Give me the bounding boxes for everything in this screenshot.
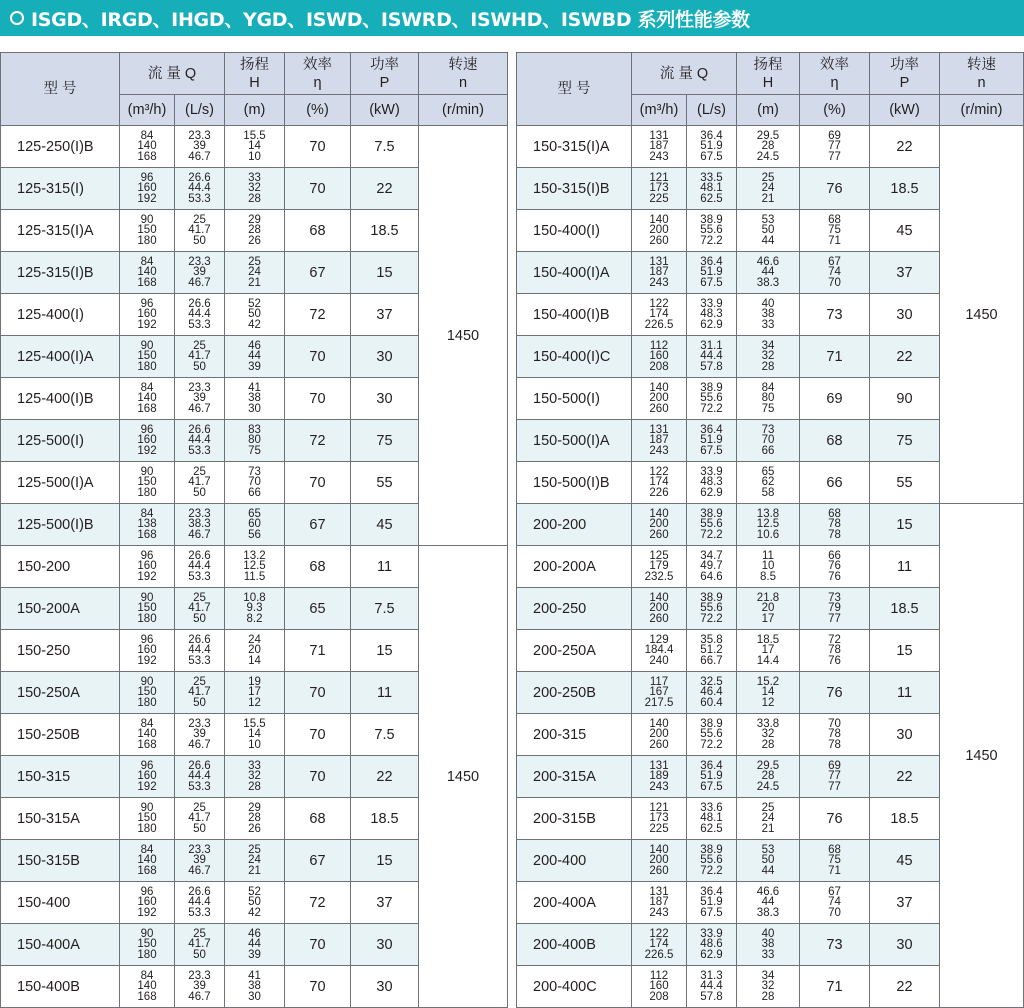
power-cell: 11 <box>351 546 419 588</box>
efficiency-cell: 70 <box>285 924 351 966</box>
efficiency-cell: 68 75 71 <box>800 840 870 882</box>
flow-ls-cell: 25 41.7 50 <box>175 210 225 252</box>
head-cell: 25 24 21 <box>737 168 800 210</box>
efficiency-cell: 72 <box>285 420 351 462</box>
power-cell: 30 <box>870 924 940 966</box>
model-cell: 200-250 <box>517 588 632 630</box>
flow-m3h-cell: 129 184.4 240 <box>632 630 687 672</box>
flow-ls-cell: 26.6 44.4 53.3 <box>175 630 225 672</box>
efficiency-cell: 67 <box>285 840 351 882</box>
model-cell: 150-250A <box>1 672 120 714</box>
header-speed: 转速 n <box>940 53 1024 95</box>
model-cell: 150-400(I)B <box>517 294 632 336</box>
efficiency-cell: 67 74 70 <box>800 882 870 924</box>
model-cell: 200-250B <box>517 672 632 714</box>
efficiency-cell: 70 <box>285 714 351 756</box>
flow-ls-cell: 38.9 55.6 72.2 <box>687 210 737 252</box>
flow-m3h-cell: 84 140 168 <box>120 378 175 420</box>
flow-ls-cell: 36.4 51.9 67.5 <box>687 420 737 462</box>
flow-ls-cell: 33.9 48.6 62.9 <box>687 924 737 966</box>
flow-m3h-cell: 131 187 243 <box>632 420 687 462</box>
efficiency-cell: 70 <box>285 378 351 420</box>
power-cell: 37 <box>351 294 419 336</box>
efficiency-cell: 68 78 78 <box>800 504 870 546</box>
flow-m3h-cell: 96 160 192 <box>120 168 175 210</box>
head-cell: 83 80 75 <box>225 420 285 462</box>
header-power: 功率 P <box>351 53 419 95</box>
model-cell: 150-400(I)C <box>517 336 632 378</box>
model-cell: 125-400(I)A <box>1 336 120 378</box>
flow-m3h-cell: 90 150 180 <box>120 588 175 630</box>
header-head: 扬程 H <box>225 53 285 95</box>
flow-m3h-cell: 90 150 180 <box>120 462 175 504</box>
flow-m3h-cell: 96 160 192 <box>120 420 175 462</box>
model-cell: 125-400(I)B <box>1 378 120 420</box>
flow-ls-cell: 33.9 48.3 62.9 <box>687 462 737 504</box>
flow-ls-cell: 26.6 44.4 53.3 <box>175 420 225 462</box>
flow-ls-cell: 36.4 51.9 67.5 <box>687 756 737 798</box>
power-cell: 45 <box>870 210 940 252</box>
header-power: 功率 P <box>870 53 940 95</box>
head-cell: 15.5 14 10 <box>225 126 285 168</box>
flow-ls-cell: 23.3 38.3 46.7 <box>175 504 225 546</box>
flow-ls-cell: 23.3 39 46.7 <box>175 378 225 420</box>
efficiency-cell: 70 78 78 <box>800 714 870 756</box>
model-cell: 150-315B <box>1 840 120 882</box>
power-cell: 22 <box>870 756 940 798</box>
power-cell: 30 <box>351 336 419 378</box>
model-cell: 150-500(I)A <box>517 420 632 462</box>
efficiency-cell: 71 <box>800 966 870 1008</box>
flow-ls-cell: 25 41.7 50 <box>175 672 225 714</box>
head-cell: 10.8 9.3 8.2 <box>225 588 285 630</box>
model-cell: 150-200A <box>1 588 120 630</box>
model-cell: 200-400B <box>517 924 632 966</box>
table-header <box>517 53 1024 126</box>
flow-ls-cell: 23.3 39 46.7 <box>175 840 225 882</box>
flow-m3h-cell: 96 160 192 <box>120 294 175 336</box>
model-cell: 125-250(I)B <box>1 126 120 168</box>
header-speed: 转速 n <box>419 53 508 95</box>
header-flow-unit-ls: (L/s) <box>687 95 737 126</box>
head-cell: 46 44 39 <box>225 924 285 966</box>
efficiency-cell: 68 75 71 <box>800 210 870 252</box>
table-row <box>517 504 1024 546</box>
head-cell: 73 70 66 <box>225 462 285 504</box>
head-cell: 52 50 42 <box>225 294 285 336</box>
power-cell: 30 <box>351 924 419 966</box>
model-cell: 200-200 <box>517 504 632 546</box>
power-cell: 15 <box>870 504 940 546</box>
header-flow-unit-ls: (L/s) <box>175 95 225 126</box>
model-cell: 150-400 <box>1 882 120 924</box>
head-cell: 29.5 28 24.5 <box>737 756 800 798</box>
flow-ls-cell: 25 41.7 50 <box>175 336 225 378</box>
power-cell: 37 <box>870 252 940 294</box>
header-flow: 流 量 Q <box>120 53 225 95</box>
head-cell: 34 32 28 <box>737 336 800 378</box>
flow-ls-cell: 38.9 55.6 72.2 <box>687 378 737 420</box>
speed-cell: 1450 <box>419 546 508 1008</box>
flow-ls-cell: 26.6 44.4 53.3 <box>175 294 225 336</box>
head-cell: 29.5 28 24.5 <box>737 126 800 168</box>
table-body <box>1 126 508 1008</box>
model-cell: 125-315(I) <box>1 168 120 210</box>
flow-m3h-cell: 84 140 168 <box>120 714 175 756</box>
flow-ls-cell: 31.1 44.4 57.8 <box>687 336 737 378</box>
speed-cell: 1450 <box>940 504 1024 1008</box>
head-cell: 84 80 75 <box>737 378 800 420</box>
flow-ls-cell: 26.6 44.4 53.3 <box>175 168 225 210</box>
head-cell: 73 70 66 <box>737 420 800 462</box>
head-cell: 41 38 30 <box>225 966 285 1008</box>
flow-m3h-cell: 140 200 260 <box>632 210 687 252</box>
head-cell: 33.8 32 28 <box>737 714 800 756</box>
power-cell: 18.5 <box>870 588 940 630</box>
header-power-unit: (kW) <box>870 95 940 126</box>
head-cell: 13.8 12.5 10.6 <box>737 504 800 546</box>
power-cell: 22 <box>870 336 940 378</box>
header-head-unit: (m) <box>737 95 800 126</box>
power-cell: 22 <box>351 756 419 798</box>
power-cell: 37 <box>870 882 940 924</box>
flow-ls-cell: 26.6 44.4 53.3 <box>175 756 225 798</box>
flow-ls-cell: 34.7 49.7 64.6 <box>687 546 737 588</box>
efficiency-cell: 70 <box>285 462 351 504</box>
flow-ls-cell: 31.3 44.4 57.8 <box>687 966 737 1008</box>
flow-m3h-cell: 96 160 192 <box>120 756 175 798</box>
performance-table-right <box>516 52 1024 1008</box>
efficiency-cell: 71 <box>800 336 870 378</box>
flow-m3h-cell: 96 160 192 <box>120 882 175 924</box>
page-title: ISGD、IRGD、IHGD、YGD、ISWD、ISWRD、ISWHD、ISWBD 系列性能参数 <box>31 8 750 31</box>
power-cell: 15 <box>870 630 940 672</box>
efficiency-cell: 73 <box>800 924 870 966</box>
model-cell: 150-500(I) <box>517 378 632 420</box>
head-cell: 29 28 26 <box>225 210 285 252</box>
flow-ls-cell: 33.9 48.3 62.9 <box>687 294 737 336</box>
model-cell: 150-200 <box>1 546 120 588</box>
circle-bullet-icon <box>10 11 24 25</box>
flow-m3h-cell: 84 138 168 <box>120 504 175 546</box>
power-cell: 45 <box>351 504 419 546</box>
header-efficiency: 效率 η <box>285 53 351 95</box>
header-head-unit: (m) <box>225 95 285 126</box>
flow-m3h-cell: 125 179 232.5 <box>632 546 687 588</box>
model-cell: 150-500(I)B <box>517 462 632 504</box>
flow-m3h-cell: 122 174 226.5 <box>632 924 687 966</box>
model-cell: 150-250B <box>1 714 120 756</box>
model-cell: 200-400 <box>517 840 632 882</box>
flow-m3h-cell: 84 140 168 <box>120 966 175 1008</box>
model-cell: 150-400A <box>1 924 120 966</box>
flow-ls-cell: 25 41.7 50 <box>175 588 225 630</box>
efficiency-cell: 70 <box>285 756 351 798</box>
power-cell: 75 <box>870 420 940 462</box>
flow-m3h-cell: 84 140 168 <box>120 126 175 168</box>
model-cell: 200-250A <box>517 630 632 672</box>
flow-m3h-cell: 90 150 180 <box>120 210 175 252</box>
flow-ls-cell: 23.3 39 46.7 <box>175 714 225 756</box>
flow-m3h-cell: 117 167 217.5 <box>632 672 687 714</box>
model-cell: 125-500(I)B <box>1 504 120 546</box>
head-cell: 24 20 14 <box>225 630 285 672</box>
head-cell: 21.8 20 17 <box>737 588 800 630</box>
power-cell: 90 <box>870 378 940 420</box>
efficiency-cell: 72 <box>285 882 351 924</box>
head-cell: 25 24 21 <box>225 840 285 882</box>
power-cell: 11 <box>870 546 940 588</box>
head-cell: 46.6 44 38.3 <box>737 882 800 924</box>
header-speed-unit: (r/min) <box>940 95 1024 126</box>
efficiency-cell: 70 <box>285 168 351 210</box>
power-cell: 37 <box>351 882 419 924</box>
flow-ls-cell: 25 41.7 50 <box>175 924 225 966</box>
head-cell: 25 24 21 <box>737 798 800 840</box>
flow-m3h-cell: 140 200 260 <box>632 378 687 420</box>
head-cell: 33 32 28 <box>225 756 285 798</box>
model-cell: 125-315(I)B <box>1 252 120 294</box>
performance-table-left <box>0 52 508 1008</box>
model-cell: 150-315A <box>1 798 120 840</box>
flow-ls-cell: 36.4 51.9 67.5 <box>687 882 737 924</box>
efficiency-cell: 68 <box>800 420 870 462</box>
header-model: 型 号 <box>1 53 120 126</box>
head-cell: 15.5 14 10 <box>225 714 285 756</box>
head-cell: 25 24 21 <box>225 252 285 294</box>
efficiency-cell: 65 <box>285 588 351 630</box>
header-efficiency-unit: (%) <box>285 95 351 126</box>
head-cell: 11 10 8.5 <box>737 546 800 588</box>
head-cell: 46.6 44 38.3 <box>737 252 800 294</box>
efficiency-cell: 73 79 77 <box>800 588 870 630</box>
head-cell: 29 28 26 <box>225 798 285 840</box>
efficiency-cell: 76 <box>800 798 870 840</box>
head-cell: 40 38 33 <box>737 294 800 336</box>
flow-m3h-cell: 122 174 226.5 <box>632 294 687 336</box>
efficiency-cell: 70 <box>285 966 351 1008</box>
model-cell: 150-315 <box>1 756 120 798</box>
head-cell: 53 50 44 <box>737 840 800 882</box>
head-cell: 65 60 56 <box>225 504 285 546</box>
flow-ls-cell: 26.6 44.4 53.3 <box>175 882 225 924</box>
flow-m3h-cell: 121 173 225 <box>632 798 687 840</box>
flow-ls-cell: 38.9 55.6 72.2 <box>687 840 737 882</box>
efficiency-cell: 66 76 76 <box>800 546 870 588</box>
speed-cell: 1450 <box>419 126 508 546</box>
flow-ls-cell: 33.6 48.1 62.5 <box>687 798 737 840</box>
header-speed-unit: (r/min) <box>419 95 508 126</box>
header-efficiency: 效率 η <box>800 53 870 95</box>
table-header <box>1 53 508 126</box>
flow-m3h-cell: 84 140 168 <box>120 840 175 882</box>
flow-m3h-cell: 140 200 260 <box>632 840 687 882</box>
power-cell: 15 <box>351 840 419 882</box>
flow-ls-cell: 36.4 51.9 67.5 <box>687 252 737 294</box>
model-cell: 150-400(I)A <box>517 252 632 294</box>
head-cell: 34 32 28 <box>737 966 800 1008</box>
header-flow-unit-m3h: (m³/h) <box>120 95 175 126</box>
flow-m3h-cell: 140 200 260 <box>632 714 687 756</box>
power-cell: 15 <box>351 630 419 672</box>
head-cell: 53 50 44 <box>737 210 800 252</box>
power-cell: 7.5 <box>351 588 419 630</box>
table-row <box>1 546 508 588</box>
efficiency-cell: 67 <box>285 504 351 546</box>
model-cell: 150-400(I) <box>517 210 632 252</box>
power-cell: 22 <box>351 168 419 210</box>
power-cell: 45 <box>870 840 940 882</box>
head-cell: 52 50 42 <box>225 882 285 924</box>
head-cell: 33 32 28 <box>225 168 285 210</box>
model-cell: 150-315(I)B <box>517 168 632 210</box>
power-cell: 22 <box>870 966 940 1008</box>
power-cell: 18.5 <box>351 798 419 840</box>
power-cell: 18.5 <box>351 210 419 252</box>
flow-m3h-cell: 90 150 180 <box>120 672 175 714</box>
title-bar <box>0 0 1024 36</box>
flow-ls-cell: 38.9 55.6 72.2 <box>687 504 737 546</box>
power-cell: 18.5 <box>870 798 940 840</box>
efficiency-cell: 69 <box>800 378 870 420</box>
model-cell: 150-400B <box>1 966 120 1008</box>
header-head: 扬程 H <box>737 53 800 95</box>
flow-m3h-cell: 90 150 180 <box>120 798 175 840</box>
flow-m3h-cell: 121 173 225 <box>632 168 687 210</box>
flow-m3h-cell: 112 160 208 <box>632 336 687 378</box>
efficiency-cell: 67 <box>285 252 351 294</box>
power-cell: 55 <box>351 462 419 504</box>
header-flow-unit-m3h: (m³/h) <box>632 95 687 126</box>
efficiency-cell: 69 77 77 <box>800 756 870 798</box>
power-cell: 11 <box>870 672 940 714</box>
flow-ls-cell: 26.6 44.4 53.3 <box>175 546 225 588</box>
efficiency-cell: 76 <box>800 672 870 714</box>
flow-ls-cell: 23.3 39 46.7 <box>175 966 225 1008</box>
flow-m3h-cell: 84 140 168 <box>120 252 175 294</box>
header-power-unit: (kW) <box>351 95 419 126</box>
model-cell: 200-315A <box>517 756 632 798</box>
flow-ls-cell: 25 41.7 50 <box>175 798 225 840</box>
efficiency-cell: 76 <box>800 168 870 210</box>
flow-m3h-cell: 96 160 192 <box>120 546 175 588</box>
power-cell: 55 <box>870 462 940 504</box>
model-cell: 200-315B <box>517 798 632 840</box>
power-cell: 15 <box>351 252 419 294</box>
head-cell: 13.2 12.5 11.5 <box>225 546 285 588</box>
power-cell: 30 <box>870 714 940 756</box>
head-cell: 65 62 58 <box>737 462 800 504</box>
flow-m3h-cell: 112 160 208 <box>632 966 687 1008</box>
head-cell: 46 44 39 <box>225 336 285 378</box>
flow-m3h-cell: 90 150 180 <box>120 924 175 966</box>
flow-m3h-cell: 140 200 260 <box>632 588 687 630</box>
model-cell: 200-315 <box>517 714 632 756</box>
efficiency-cell: 72 78 76 <box>800 630 870 672</box>
power-cell: 30 <box>351 966 419 1008</box>
power-cell: 30 <box>870 294 940 336</box>
model-cell: 125-500(I)A <box>1 462 120 504</box>
flow-m3h-cell: 96 160 192 <box>120 630 175 672</box>
power-cell: 75 <box>351 420 419 462</box>
flow-ls-cell: 23.3 39 46.7 <box>175 126 225 168</box>
flow-m3h-cell: 131 189 243 <box>632 756 687 798</box>
flow-m3h-cell: 90 150 180 <box>120 336 175 378</box>
head-cell: 40 38 33 <box>737 924 800 966</box>
efficiency-cell: 70 <box>285 126 351 168</box>
flow-ls-cell: 25 41.7 50 <box>175 462 225 504</box>
header-efficiency-unit: (%) <box>800 95 870 126</box>
model-cell: 125-315(I)A <box>1 210 120 252</box>
power-cell: 22 <box>870 126 940 168</box>
power-cell: 7.5 <box>351 714 419 756</box>
model-cell: 125-400(I) <box>1 294 120 336</box>
flow-m3h-cell: 131 187 243 <box>632 882 687 924</box>
efficiency-cell: 70 <box>285 336 351 378</box>
power-cell: 11 <box>351 672 419 714</box>
power-cell: 7.5 <box>351 126 419 168</box>
table-row <box>1 126 508 168</box>
efficiency-cell: 73 <box>800 294 870 336</box>
flow-ls-cell: 35.8 51.2 66.7 <box>687 630 737 672</box>
head-cell: 15.2 14 12 <box>737 672 800 714</box>
efficiency-cell: 68 <box>285 210 351 252</box>
head-cell: 41 38 30 <box>225 378 285 420</box>
model-cell: 200-400C <box>517 966 632 1008</box>
efficiency-cell: 68 <box>285 798 351 840</box>
power-cell: 18.5 <box>870 168 940 210</box>
flow-m3h-cell: 131 187 243 <box>632 126 687 168</box>
header-model: 型 号 <box>517 53 632 126</box>
efficiency-cell: 68 <box>285 546 351 588</box>
header-flow: 流 量 Q <box>632 53 737 95</box>
model-cell: 200-200A <box>517 546 632 588</box>
flow-m3h-cell: 122 174 226 <box>632 462 687 504</box>
flow-ls-cell: 32.5 46.4 60.4 <box>687 672 737 714</box>
table-body <box>517 126 1024 1008</box>
efficiency-cell: 70 <box>285 672 351 714</box>
efficiency-cell: 67 74 70 <box>800 252 870 294</box>
flow-ls-cell: 38.9 55.6 72.2 <box>687 714 737 756</box>
speed-cell: 1450 <box>940 126 1024 504</box>
flow-ls-cell: 36.4 51.9 67.5 <box>687 126 737 168</box>
efficiency-cell: 69 77 77 <box>800 126 870 168</box>
efficiency-cell: 71 <box>285 630 351 672</box>
flow-ls-cell: 23.3 39 46.7 <box>175 252 225 294</box>
model-cell: 125-500(I) <box>1 420 120 462</box>
flow-ls-cell: 33.5 48.1 62.5 <box>687 168 737 210</box>
flow-m3h-cell: 140 200 260 <box>632 504 687 546</box>
head-cell: 19 17 12 <box>225 672 285 714</box>
head-cell: 18.5 17 14.4 <box>737 630 800 672</box>
table-row <box>517 126 1024 168</box>
efficiency-cell: 66 <box>800 462 870 504</box>
flow-m3h-cell: 131 187 243 <box>632 252 687 294</box>
flow-ls-cell: 38.9 55.6 72.2 <box>687 588 737 630</box>
efficiency-cell: 72 <box>285 294 351 336</box>
model-cell: 200-400A <box>517 882 632 924</box>
model-cell: 150-250 <box>1 630 120 672</box>
model-cell: 150-315(I)A <box>517 126 632 168</box>
power-cell: 30 <box>351 378 419 420</box>
